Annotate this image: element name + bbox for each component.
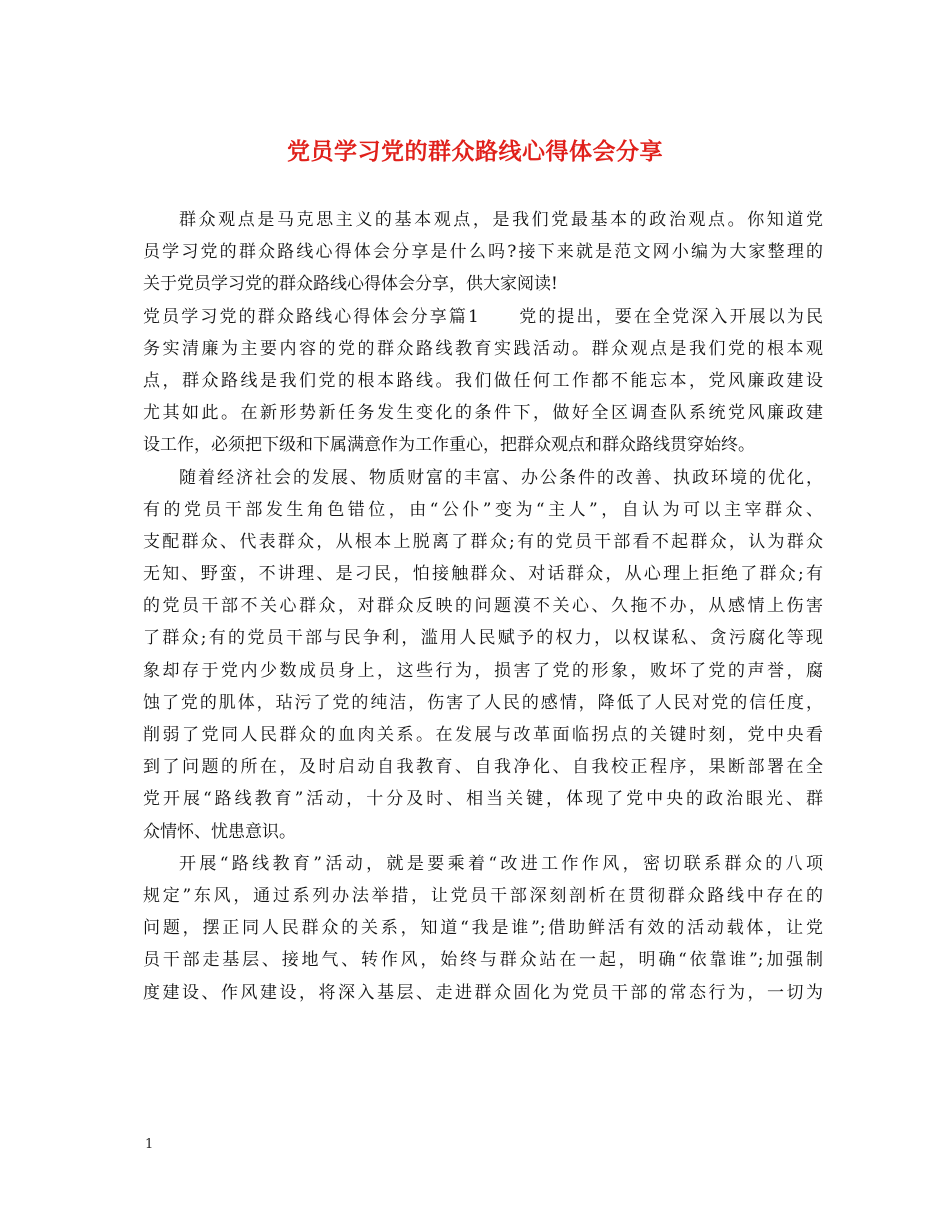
- body-line: 随着经济社会的发展、物质财富的丰富、办公条件的改善、执政环境的优化，: [179, 467, 823, 488]
- body-line: 点，群众路线是我们党的根本路线。我们做任何工作都不能忘本，党风廉政建设: [143, 370, 823, 391]
- body-line: 规定”东风，通过系列办法举措，让党员干部深刻剖析在贯彻群众路线中存在的: [143, 885, 823, 906]
- page-number: 1: [145, 1137, 154, 1152]
- body-line: 开展“路线教育”活动，就是要乘着“改进工作作风，密切联系群众的八项: [179, 853, 823, 874]
- body-line: 了群众;有的党员干部与民争利，滥用人民赋予的权力，以权谋私、贪污腐化等现: [143, 628, 823, 649]
- body-line: 的党员干部不关心群众，对群众反映的问题漠不关心、久拖不办，从感情上伤害: [143, 596, 823, 617]
- body-line: 蚀了党的肌体，玷污了党的纯洁，伤害了人民的感情，降低了人民对党的信任度，: [143, 692, 823, 713]
- body-line: 群众观点是马克思主义的基本观点，是我们党最基本的政治观点。你知道党: [179, 210, 823, 230]
- document-title: 党员学习党的群众路线心得体会分享: [287, 138, 663, 165]
- body-line: 削弱了党同人民群众的血肉关系。在发展与改革面临拐点的关键时刻，党中央看: [143, 725, 823, 745]
- body-line: 无知、野蛮，不讲理、是刁民，怕接触群众、对话群众，从心理上拒绝了群众;有: [143, 564, 823, 585]
- body-line: 支配群众、代表群众，从根本上脱离了群众;有的党员干部看不起群众，认为群众: [143, 531, 823, 552]
- body-line: 象却存于党内少数成员身上，这些行为，损害了党的形象，败坏了党的声誉，腐: [143, 660, 823, 681]
- document-body: [143, 204, 823, 1009]
- body-line: 尤其如此。在新形势新任务发生变化的条件下，做好全区调查队系统党风廉政建: [143, 403, 823, 424]
- body-line: 度建设、作风建设，将深入基层、走进群众固化为党员干部的常态行为，一切为: [143, 982, 823, 1003]
- body-line: 关于党员学习党的群众路线心得体会分享，供大家阅读!: [143, 274, 558, 295]
- body-line: 员干部走基层、接地气、转作风，始终与群众站在一起，明确“依靠谁”;加强制: [143, 950, 823, 971]
- body-line: 务实清廉为主要内容的党的群众路线教育实践活动。群众观点是我们党的根本观: [143, 338, 823, 359]
- body-line: 到了问题的所在，及时启动自我教育、自我净化、自我校正程序，果断部署在全: [143, 757, 823, 778]
- body-line: 设工作，必须把下级和下属满意作为工作重心，把群众观点和群众路线贯穿始终。: [143, 435, 755, 456]
- body-line: 问题，摆正同人民群众的关系，知道“我是谁”;借助鲜活有效的活动载体，让党: [143, 918, 823, 939]
- body-line: 众情怀、忧患意识。: [143, 821, 296, 842]
- body-line: 有的党员干部发生角色错位，由“公仆”变为“主人”，自认为可以主宰群众、: [143, 499, 823, 520]
- body-line: 员学习党的群众路线心得体会分享是什么吗?接下来就是范文网小编为大家整理的: [143, 242, 823, 263]
- body-line: 党开展“路线教育”活动，十分及时、相当关键，体现了党中央的政治眼光、群: [143, 789, 823, 810]
- body-line: 党员学习党的群众路线心得体会分享篇1 党的提出，要在全党深入开展以为民: [143, 306, 823, 327]
